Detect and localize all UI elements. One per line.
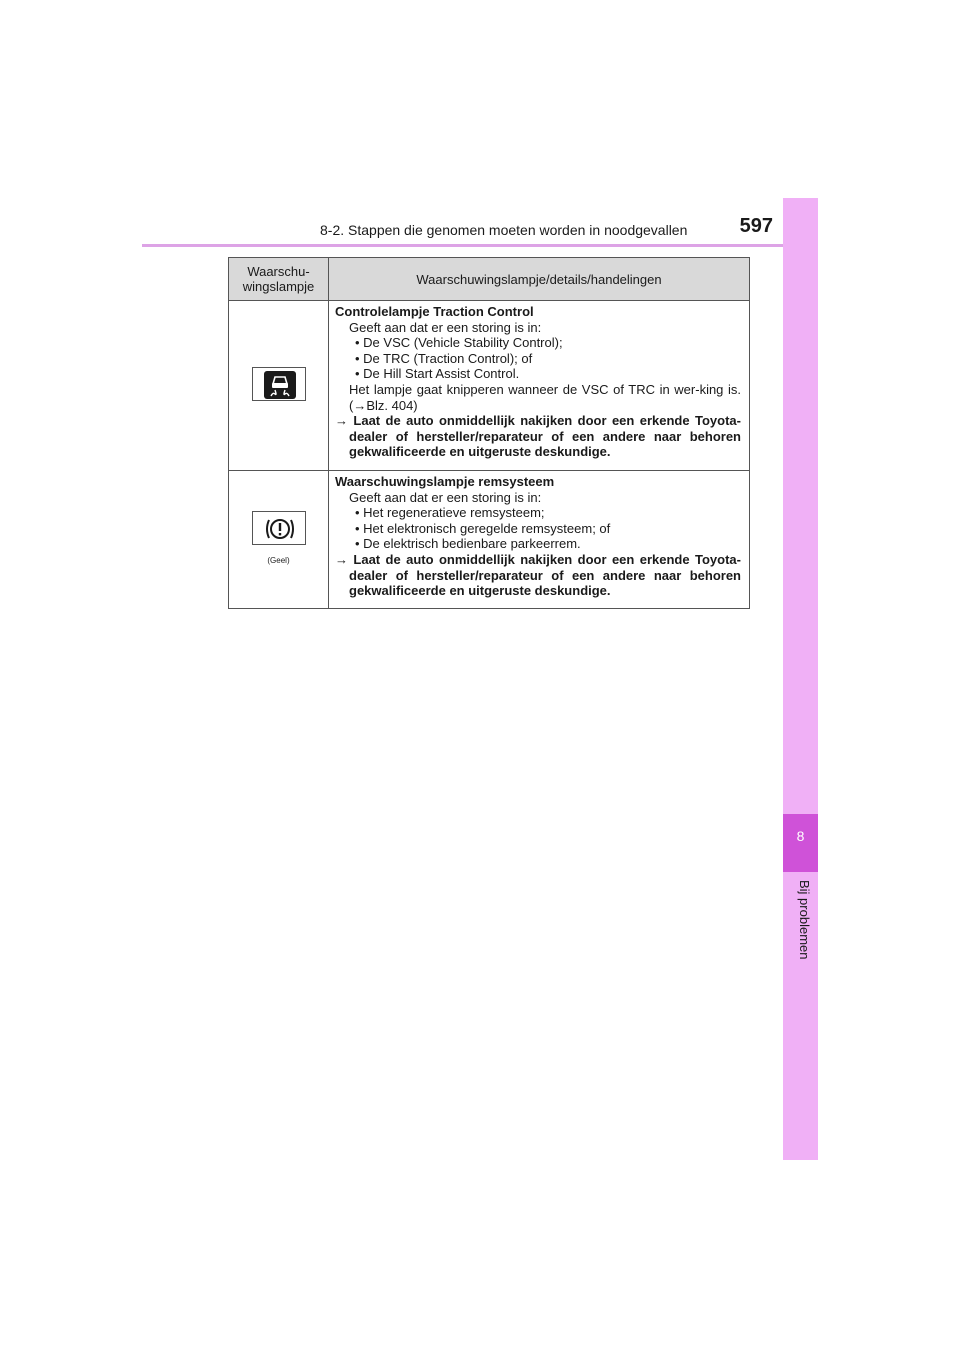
- icon-caption: (Geel): [267, 555, 290, 565]
- table-header-row: [229, 258, 750, 301]
- chapter-number: 8: [796, 828, 805, 844]
- table-row: [229, 301, 750, 471]
- row-title: Controlelampje Traction Control: [335, 304, 534, 319]
- list-item: • De elektrisch bedienbare parkeerrem.: [355, 536, 581, 552]
- warning-lights-table: [228, 257, 750, 609]
- row-title: Waarschuwingslampje remsysteem: [335, 474, 555, 489]
- icon-cell: [229, 471, 329, 609]
- column-header-details: Waarschuwingslampje/details/handelingen: [329, 258, 750, 301]
- row-intro: Geeft aan dat er een storing is in:: [349, 319, 542, 335]
- row-note: Het lampje gaat knipperen wanneer de VSC of TRC in wer-king is. (→Blz. 404): [349, 381, 741, 413]
- row-intro: Geeft aan dat er een storing is in:: [349, 489, 542, 505]
- list-item: • De VSC (Vehicle Stability Control);: [355, 335, 563, 351]
- list-item: • De Hill Start Assist Control.: [355, 366, 520, 382]
- column-header-lamp-text: Waarschu- wingslampje: [242, 264, 315, 294]
- running-header: 8-2. Stappen die genomen moeten worden in noodgevallen: [320, 222, 688, 238]
- table-row: [229, 471, 750, 609]
- list-item: • De TRC (Traction Control); of: [355, 350, 533, 366]
- details-cell: [329, 301, 750, 471]
- row-action: → Laat de auto onmiddellijk nakijken door een erkende Toyota-dealer of hersteller/reparateur of een andere naar behoren gekwalificeerde en uitgeruste deskundige.: [335, 413, 741, 460]
- list-item: • Het regeneratieve remsysteem;: [355, 505, 545, 521]
- list-item: • Het elektronisch geregelde remsysteem; of: [355, 520, 611, 536]
- page-number: 597: [739, 215, 773, 237]
- chapter-side-tab: [783, 198, 818, 1160]
- chapter-title: Bij problemen: [797, 880, 812, 960]
- details-cell: [329, 471, 750, 609]
- vehicle-slip-icon: [252, 367, 306, 401]
- brake-warning-icon: [252, 511, 306, 545]
- header-divider: [142, 244, 818, 247]
- column-header-lamp: [229, 258, 329, 301]
- row-action: → Laat de auto onmiddellijk nakijken door een erkende Toyota-dealer of hersteller/reparateur of een andere naar behoren gekwalificeerde en uitgeruste deskundige.: [335, 551, 741, 599]
- icon-cell: [229, 301, 329, 471]
